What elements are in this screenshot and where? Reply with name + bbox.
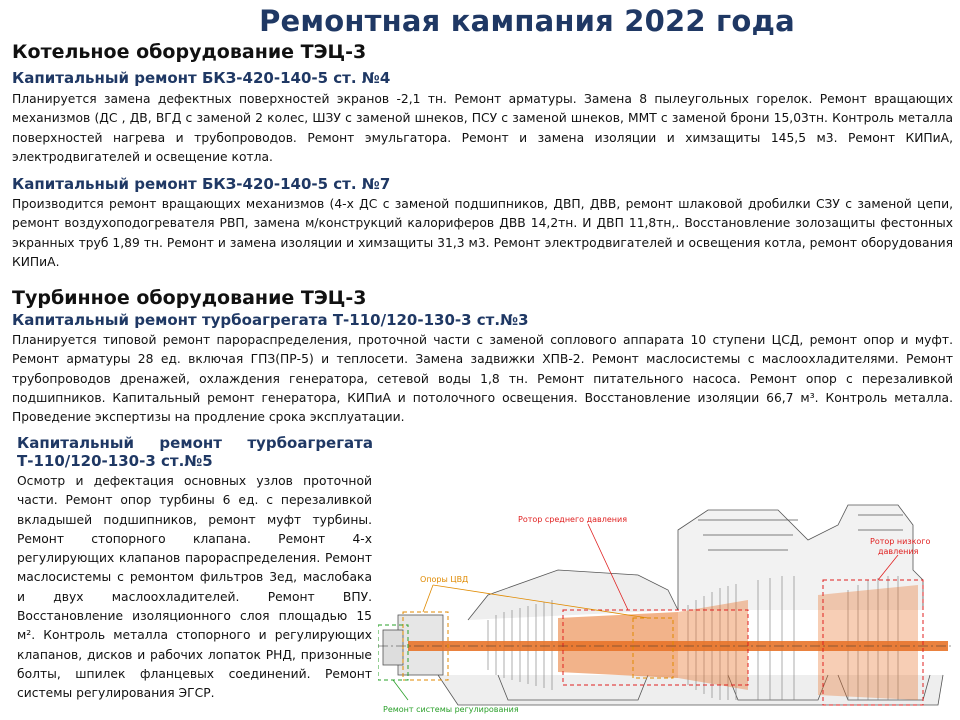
boiler-item2-title: Капитальный ремонт БКЗ-420-140-5 ст. №7 (12, 175, 391, 193)
label-mid-rotor: Ротор среднего давления (518, 515, 628, 524)
turbine-section-drawing (378, 500, 952, 718)
turbine-item1-title: Капитальный ремонт турбоагрегата Т-110/120-130-3 ст.№3 (12, 311, 529, 329)
boiler-item2-text: Производится ремонт вращающих механизмов (4-х ДС с заменой подшипников, ДВП, ДВВ, ремонт шлаковой дробилки СЗУ с заменой цепи, ремонт воздухоподогревателя РВП, замена м/конструкций калориферов ДВВ 14,2тн. И ДВП 11,8тн,. Восстановление золозащиты фестонных экранных труб 1,89 тн. Ремонт и замена изоляции и химзащиты 31,3 м3. Ремонт электродвигателей и освещения котла, ремонт оборудования КИПиА. (12, 197, 953, 269)
label-supports: Опоры ЦВД (420, 575, 469, 584)
turbine-item2-text: Осмотр и дефектация основных узлов проточной части. Ремонт опор турбины 6 ед. с перезаливкой вкладышей подшипников, ремонт муфт турбины. Ремонт стопорного клапана. Ремонт 4-х регулирующих клапанов парораспределения. Ремонт маслосистемы с ремонтом фильтров 3ед, маслобака и двух маслоохладителей. Ремонт ВПУ. Восстановление изоляционного слоя площадью 15 м². Контроль металла стопорного и регулирующих клапанов, дисков и рабочих лопаток РНД, призонные болты, шпилек фланцевых соединений. Ремонт системы регулирования ЭГСР. (17, 474, 372, 701)
page-title: Ремонтная кампания 2022 года (259, 4, 795, 38)
label-regulation: Ремонт системы регулирования (383, 705, 519, 714)
boiler-item1-text: Планируется замена дефектных поверхностей экранов -2,1 тн. Ремонт арматуры. Замена 8 пылеугольных горелок. Ремонт вращающих механизмов (ДС , ДВ, ВГД с заменой 2 колес, ШЗУ с заменой шнеков, ПСУ с заменой шнеков, ММТ с заменой брони 15,03тн. Контроль металла поверхностей нагрева и трубопроводов. Ремонт эмульгатора. Ремонт и замена изоляции и химзащиты 145,5 м3. Ремонт КИПиА, электродвигателей и освещение котла. (12, 92, 953, 164)
turbine-item1-text: Планируется типовой ремонт парораспределения, проточной части с заменой соплового аппарата 10 ступени ЦСД, ремонт опор и муфт. Ремонт арматуры 28 ед. включая ГПЗ(ПР-5) и теплосети. Замена задвижки ХПВ-2. Ремонт маслосистемы с маслоохладителями. Ремонт трубопроводов дренажей, охлаждения генератора, сетевой воды 1,8 тн. Ремонт питательного насоса. Ремонт опор с перезаливкой подшипников. Капитальный ремонт генератора, КИПиА и потолочного освещения. Восстановление изоляции 66,7 м³. Контроль металла. Проведение экспертизы на продление срока эксплуатации. (12, 333, 953, 425)
label-low-rotor-line2: давления (878, 547, 919, 556)
turbine-item2-title: Капитальный ремонт турбоагрегата Т-110/120-130-3 ст.№5 (17, 434, 373, 470)
turbine-section-heading: Турбинное оборудование ТЭЦ-3 (12, 287, 367, 309)
boiler-section-heading: Котельное оборудование ТЭЦ-3 (12, 41, 367, 63)
boiler-item1-title: Капитальный ремонт БКЗ-420-140-5 ст. №4 (12, 69, 391, 87)
label-low-rotor-line1: Ротор низкого (870, 537, 931, 546)
